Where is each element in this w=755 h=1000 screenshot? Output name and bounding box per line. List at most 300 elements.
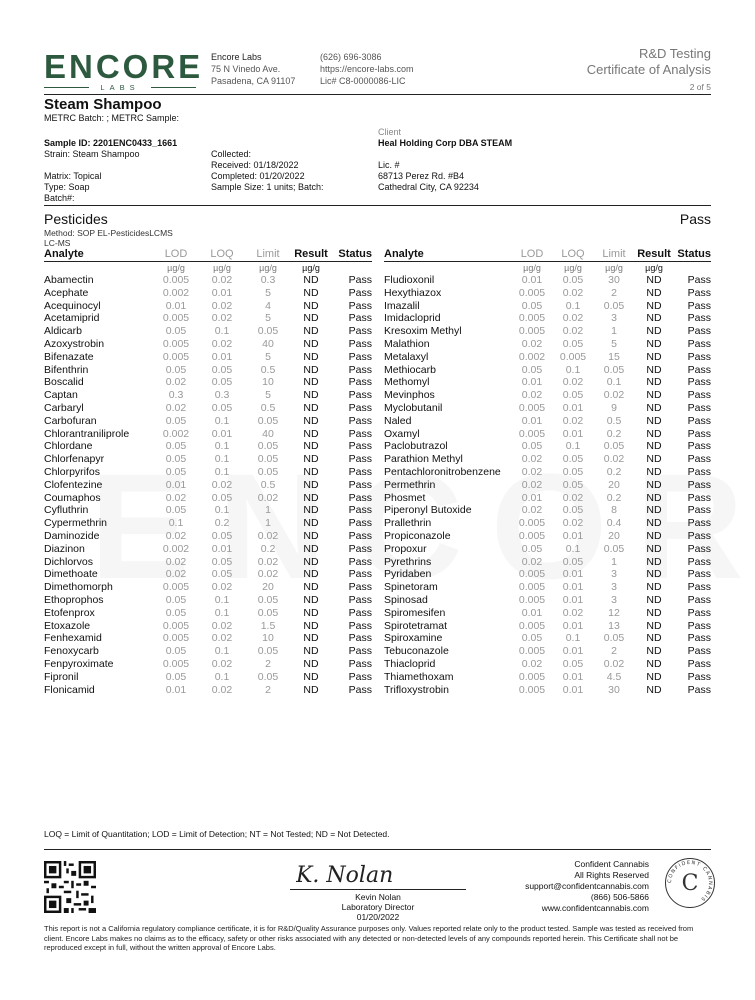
lod-value: 0.005	[518, 645, 546, 658]
result-value: ND	[646, 517, 662, 530]
limit-value: 0.05	[603, 440, 625, 453]
unit-row	[44, 262, 372, 275]
result-value: ND	[303, 312, 319, 325]
status-value: Pass	[687, 606, 711, 619]
signature-line	[290, 889, 466, 890]
lod-value: 0.05	[165, 363, 187, 376]
lod-value: 0.02	[165, 568, 187, 581]
limit-value: 1.5	[260, 619, 276, 632]
table-row	[384, 325, 711, 338]
table-row	[44, 300, 372, 313]
lod-value: 0.005	[518, 568, 546, 581]
cc-website[interactable]: www.confidentcannabis.com	[541, 903, 649, 913]
table-row	[44, 351, 372, 364]
loq-value: 0.02	[562, 414, 584, 427]
table-row	[44, 312, 372, 325]
status-value: Pass	[348, 619, 372, 632]
limit-value: 3	[611, 568, 617, 581]
table-row	[44, 620, 372, 633]
received: Received: 01/18/2022	[211, 160, 299, 170]
analyte-name: Thiacloprid	[384, 657, 436, 670]
logo-subtitle: LABS	[44, 83, 196, 92]
status-value: Pass	[348, 376, 372, 389]
analyte-name: Pyridaben	[384, 568, 432, 581]
signer-date: 01/20/2022	[356, 912, 400, 922]
lod-value: 0.005	[518, 312, 546, 325]
limit-value: 10	[262, 376, 274, 389]
analyte-name: Cyfluthrin	[44, 504, 89, 517]
analyte-name: Abamectin	[44, 274, 94, 286]
analyte-name: Cypermethrin	[44, 517, 108, 530]
result-value: ND	[303, 350, 319, 363]
status-value: Pass	[687, 299, 711, 312]
method: Method: SOP EL-PesticidesLCMS	[44, 228, 173, 238]
result-value: ND	[303, 274, 319, 286]
analyte-name: Metalaxyl	[384, 350, 429, 363]
result-value: ND	[646, 670, 662, 683]
table-row	[384, 658, 711, 671]
limit-value: 5	[265, 286, 271, 299]
table-row	[384, 620, 711, 633]
analyte-name: Spiroxamine	[384, 632, 443, 645]
sample-id: Sample ID: 2201ENC0433_1661	[44, 138, 178, 148]
lod-value: 0.02	[521, 453, 543, 466]
loq-value: 0.01	[562, 670, 584, 683]
loq-value: 0.02	[211, 683, 233, 696]
limit-value: 1	[611, 555, 617, 568]
table-row	[44, 632, 372, 645]
unit-result: µg/g	[645, 263, 663, 273]
limit-value: 5	[265, 312, 271, 325]
lod-value: 0.005	[518, 670, 546, 683]
analyte-name: Etoxazole	[44, 619, 91, 632]
result-value: ND	[303, 427, 319, 440]
table-row	[44, 274, 372, 287]
loq-value: 0.05	[211, 363, 233, 376]
analyte-name: Daminozide	[44, 529, 100, 542]
lod-value: 0.005	[518, 593, 546, 606]
limit-value: 0.5	[260, 363, 276, 376]
status-value: Pass	[348, 337, 372, 350]
result-value: ND	[646, 465, 662, 478]
result-value: ND	[646, 542, 662, 555]
analyte-name: Coumaphos	[44, 491, 101, 504]
status-value: Pass	[687, 581, 711, 594]
lod-value: 0.02	[521, 657, 543, 670]
analyte-name: Aldicarb	[44, 325, 82, 338]
analyte-name: Bifenazate	[44, 350, 94, 363]
table-row	[44, 671, 372, 684]
status-value: Pass	[687, 670, 711, 683]
result-value: ND	[646, 606, 662, 619]
col-status: Status	[332, 248, 372, 262]
status-value: Pass	[348, 593, 372, 606]
client-license: Lic. #	[378, 160, 400, 170]
table-row	[44, 658, 372, 671]
result-value: ND	[303, 337, 319, 350]
table-row	[44, 517, 372, 530]
status-value: Pass	[687, 542, 711, 555]
limit-value: 20	[608, 529, 620, 542]
loq-value: 0.05	[211, 568, 233, 581]
lod-value: 0.005	[162, 312, 190, 325]
table-row	[44, 581, 372, 594]
table-row	[44, 466, 372, 479]
limit-value: 3	[611, 581, 617, 594]
limit-value: 30	[608, 683, 620, 696]
analyte-name: Diazinon	[44, 542, 85, 555]
loq-value: 0.1	[214, 670, 230, 683]
table-row	[44, 530, 372, 543]
result-value: ND	[646, 593, 662, 606]
signer-name: Kevin Nolan	[355, 892, 401, 902]
loq-value: 0.02	[211, 632, 233, 645]
limit-value: 4.5	[606, 670, 622, 683]
analyte-name: Prallethrin	[384, 517, 432, 530]
limit-value: 4	[265, 299, 271, 312]
loq-value: 0.02	[211, 619, 233, 632]
result-value: ND	[303, 504, 319, 517]
lod-value: 0.002	[518, 350, 546, 363]
lod-value: 0.05	[165, 440, 187, 453]
lod-value: 0.01	[165, 683, 187, 696]
sample-details	[44, 138, 177, 204]
analyte-name: Trifloxystrobin	[384, 683, 449, 696]
table-row	[44, 504, 372, 517]
lod-value: 0.02	[165, 491, 187, 504]
lod-value: 0.005	[518, 517, 546, 530]
sample-dates	[211, 149, 324, 193]
lab-website[interactable]: https://encore-labs.com	[320, 64, 414, 74]
status-value: Pass	[348, 274, 372, 286]
lod-value: 0.3	[168, 389, 184, 402]
loq-value: 0.01	[562, 401, 584, 414]
limit-value: 0.05	[603, 299, 625, 312]
limit-value: 0.1	[606, 376, 622, 389]
loq-value: 0.1	[565, 542, 581, 555]
limit-value: 0.05	[603, 542, 625, 555]
analyte-name: Acephate	[44, 286, 89, 299]
analyte-name: Acequinocyl	[44, 299, 101, 312]
limit-value: 0.05	[257, 606, 279, 619]
report-heading	[587, 46, 711, 92]
unit-row	[384, 262, 711, 275]
table-row	[384, 492, 711, 505]
result-value: ND	[646, 632, 662, 645]
table-row	[384, 351, 711, 364]
loq-value: 0.02	[211, 299, 233, 312]
status-value: Pass	[348, 478, 372, 491]
table-row	[384, 671, 711, 684]
table-row	[44, 492, 372, 505]
limit-value: 3	[611, 312, 617, 325]
strain: Strain: Steam Shampoo	[44, 149, 140, 159]
table-row	[44, 402, 372, 415]
cc-rights: All Rights Reserved	[574, 870, 649, 880]
lod-value: 0.05	[521, 542, 543, 555]
table-row	[384, 274, 711, 287]
unit-limit: µg/g	[259, 263, 277, 273]
loq-value: 0.01	[562, 568, 584, 581]
analyte-name: Methomyl	[384, 376, 430, 389]
lod-value: 0.01	[521, 491, 543, 504]
analyte-name: Fipronil	[44, 670, 79, 683]
status-value: Pass	[687, 593, 711, 606]
sample-title: Steam Shampoo	[44, 96, 162, 113]
lod-value: 0.005	[518, 529, 546, 542]
loq-value: 0.1	[214, 645, 230, 658]
analyte-name: Acetamiprid	[44, 312, 100, 325]
client-address-line1: 68713 Perez Rd. #B4	[378, 171, 465, 181]
loq-value: 0.05	[562, 478, 584, 491]
result-value: ND	[646, 376, 662, 389]
result-value: ND	[303, 670, 319, 683]
status-value: Pass	[348, 581, 372, 594]
analyte-name: Imazalil	[384, 299, 420, 312]
status-value: Pass	[348, 645, 372, 658]
lod-value: 0.05	[165, 670, 187, 683]
analyte-name: Boscalid	[44, 376, 84, 389]
analyte-name: Tebuconazole	[384, 645, 449, 658]
limit-value: 3	[611, 593, 617, 606]
col-result: Result	[634, 248, 674, 262]
loq-value: 0.1	[214, 440, 230, 453]
table-row	[384, 517, 711, 530]
analyte-name: Dimethoate	[44, 568, 98, 581]
loq-value: 0.1	[214, 414, 230, 427]
loq-value: 0.05	[211, 529, 233, 542]
loq-value: 0.01	[562, 427, 584, 440]
result-value: ND	[303, 325, 319, 338]
result-value: ND	[646, 325, 662, 338]
status-value: Pass	[687, 376, 711, 389]
limit-value: 2	[611, 286, 617, 299]
status-value: Pass	[348, 529, 372, 542]
lod-value: 0.02	[521, 504, 543, 517]
table-row	[44, 376, 372, 389]
lod-value: 0.002	[162, 542, 190, 555]
qr-code-icon[interactable]	[44, 861, 96, 913]
status-value: Pass	[687, 389, 711, 402]
analyte-name: Fludioxonil	[384, 274, 435, 286]
limit-value: 0.2	[606, 427, 622, 440]
status-value: Pass	[687, 478, 711, 491]
loq-value: 0.05	[211, 491, 233, 504]
loq-value: 0.05	[211, 376, 233, 389]
analyte-name: Ethoprophos	[44, 593, 104, 606]
limit-value: 5	[611, 337, 617, 350]
status-value: Pass	[348, 414, 372, 427]
status-value: Pass	[687, 504, 711, 517]
matrix: Matrix: Topical	[44, 171, 102, 181]
analyte-name: Pentachloronitrobenzene	[384, 465, 501, 478]
loq-value: 0.01	[562, 683, 584, 696]
table-row	[384, 338, 711, 351]
lod-value: 0.005	[162, 274, 190, 286]
lod-value: 0.05	[165, 606, 187, 619]
table-row	[44, 364, 372, 377]
analyte-name: Oxamyl	[384, 427, 420, 440]
loq-value: 0.05	[562, 453, 584, 466]
analyte-name: Chlorantraniliprole	[44, 427, 130, 440]
lab-license: Lic# C8-0000086-LIC	[320, 76, 406, 86]
analyte-name: Methiocarb	[384, 363, 436, 376]
loq-value: 0.02	[562, 312, 584, 325]
table-row	[384, 440, 711, 453]
table-row	[44, 415, 372, 428]
table-row	[44, 389, 372, 402]
report-type: R&D Testing	[638, 46, 711, 61]
loq-value: 0.05	[211, 555, 233, 568]
table-row	[44, 568, 372, 581]
table-row	[44, 428, 372, 441]
analyte-name: Thiamethoxam	[384, 670, 454, 683]
limit-value: 0.05	[257, 440, 279, 453]
limit-value: 0.05	[257, 325, 279, 338]
status-value: Pass	[687, 350, 711, 363]
table-row	[44, 287, 372, 300]
analyte-name: Kresoxim Methyl	[384, 325, 462, 338]
table-row	[44, 440, 372, 453]
col-loq: LOQ	[552, 248, 594, 262]
limit-value: 0.02	[603, 389, 625, 402]
table-row	[384, 607, 711, 620]
result-value: ND	[303, 568, 319, 581]
cc-email[interactable]: support@confidentcannabis.com	[525, 881, 649, 891]
loq-value: 0.1	[565, 632, 581, 645]
result-value: ND	[646, 312, 662, 325]
result-value: ND	[303, 593, 319, 606]
loq-value: 0.02	[211, 581, 233, 594]
status-value: Pass	[348, 401, 372, 414]
lab-contact	[320, 51, 414, 87]
table-row	[384, 389, 711, 402]
loq-value: 0.01	[562, 619, 584, 632]
header-divider	[44, 94, 711, 95]
confident-cannabis-info	[525, 859, 649, 914]
status-value: Pass	[348, 440, 372, 453]
status-value: Pass	[687, 401, 711, 414]
status-value: Pass	[348, 632, 372, 645]
signature-image	[296, 862, 436, 888]
cc-phone: (866) 506-5866	[590, 892, 649, 902]
limit-value: 20	[608, 478, 620, 491]
loq-value: 0.1	[565, 440, 581, 453]
analyte-name: Spirotetramat	[384, 619, 448, 632]
status-value: Pass	[348, 299, 372, 312]
svg-text:K. Nolan: K. Nolan	[296, 863, 394, 888]
status-value: Pass	[687, 440, 711, 453]
status-value: Pass	[687, 337, 711, 350]
lod-value: 0.02	[165, 401, 187, 414]
encore-labs-logo	[44, 48, 204, 92]
loq-value: 0.01	[211, 350, 233, 363]
loq-value: 0.01	[562, 645, 584, 658]
pesticides-table-left	[44, 248, 372, 696]
loq-value: 0.1	[214, 504, 230, 517]
loq-value: 0.02	[562, 325, 584, 338]
result-value: ND	[646, 657, 662, 670]
col-status: Status	[674, 248, 711, 262]
table-row	[44, 453, 372, 466]
analyte-name: Parathion Methyl	[384, 453, 463, 466]
status-value: Pass	[348, 504, 372, 517]
status-value: Pass	[348, 312, 372, 325]
limit-value: 0.5	[260, 478, 276, 491]
loq-value: 0.01	[562, 529, 584, 542]
limit-value: 9	[611, 401, 617, 414]
result-value: ND	[303, 401, 319, 414]
analyte-name: Pyrethrins	[384, 555, 432, 568]
unit-loq: µg/g	[564, 263, 582, 273]
analyte-name: Carbofuran	[44, 414, 97, 427]
loq-value: 0.1	[565, 363, 581, 376]
loq-value: 0.005	[559, 350, 587, 363]
lab-address-line1: 75 N Vinedo Ave.	[211, 64, 281, 74]
lod-value: 0.02	[521, 465, 543, 478]
collected: Collected:	[211, 149, 252, 159]
result-value: ND	[303, 465, 319, 478]
lod-value: 0.005	[162, 619, 190, 632]
table-row	[44, 607, 372, 620]
status-value: Pass	[687, 529, 711, 542]
result-value: ND	[303, 389, 319, 402]
client-label: Client	[378, 127, 402, 137]
client-info	[378, 127, 512, 193]
result-value: ND	[646, 440, 662, 453]
analyte-name: Flonicamid	[44, 683, 95, 696]
status-value: Pass	[348, 683, 372, 696]
result-value: ND	[646, 414, 662, 427]
limit-value: 1	[265, 504, 271, 517]
loq-value: 0.02	[562, 286, 584, 299]
status-value: Pass	[687, 312, 711, 325]
limit-value: 2	[265, 683, 271, 696]
status-value: Pass	[687, 632, 711, 645]
status-value: Pass	[687, 568, 711, 581]
analyte-name: Permethrin	[384, 478, 436, 491]
limit-value: 0.3	[260, 274, 276, 286]
lod-value: 0.002	[162, 427, 190, 440]
lod-value: 0.005	[518, 325, 546, 338]
limit-value: 0.02	[257, 491, 279, 504]
loq-value: 0.1	[214, 325, 230, 338]
loq-value: 0.02	[211, 478, 233, 491]
col-lod: LOD	[512, 248, 552, 262]
analyte-name: Spiromesifen	[384, 606, 446, 619]
table-row	[44, 645, 372, 658]
status-value: Pass	[687, 363, 711, 376]
loq-value: 0.05	[562, 657, 584, 670]
loq-value: 0.02	[211, 312, 233, 325]
analyte-name: Dichlorvos	[44, 555, 94, 568]
page-number: 2 of 5	[689, 82, 711, 92]
loq-value: 0.02	[562, 517, 584, 530]
result-value: ND	[303, 453, 319, 466]
analyte-name: Clofentezine	[44, 478, 103, 491]
table-row	[384, 287, 711, 300]
result-value: ND	[646, 427, 662, 440]
lod-value: 0.05	[165, 325, 187, 338]
limit-value: 0.02	[257, 555, 279, 568]
result-value: ND	[646, 299, 662, 312]
limit-value: 20	[262, 581, 274, 594]
table-header-row	[44, 248, 372, 262]
col-limit: Limit	[246, 248, 290, 262]
table-row	[384, 581, 711, 594]
status-value: Pass	[687, 517, 711, 530]
pesticides-table-right	[384, 248, 711, 696]
